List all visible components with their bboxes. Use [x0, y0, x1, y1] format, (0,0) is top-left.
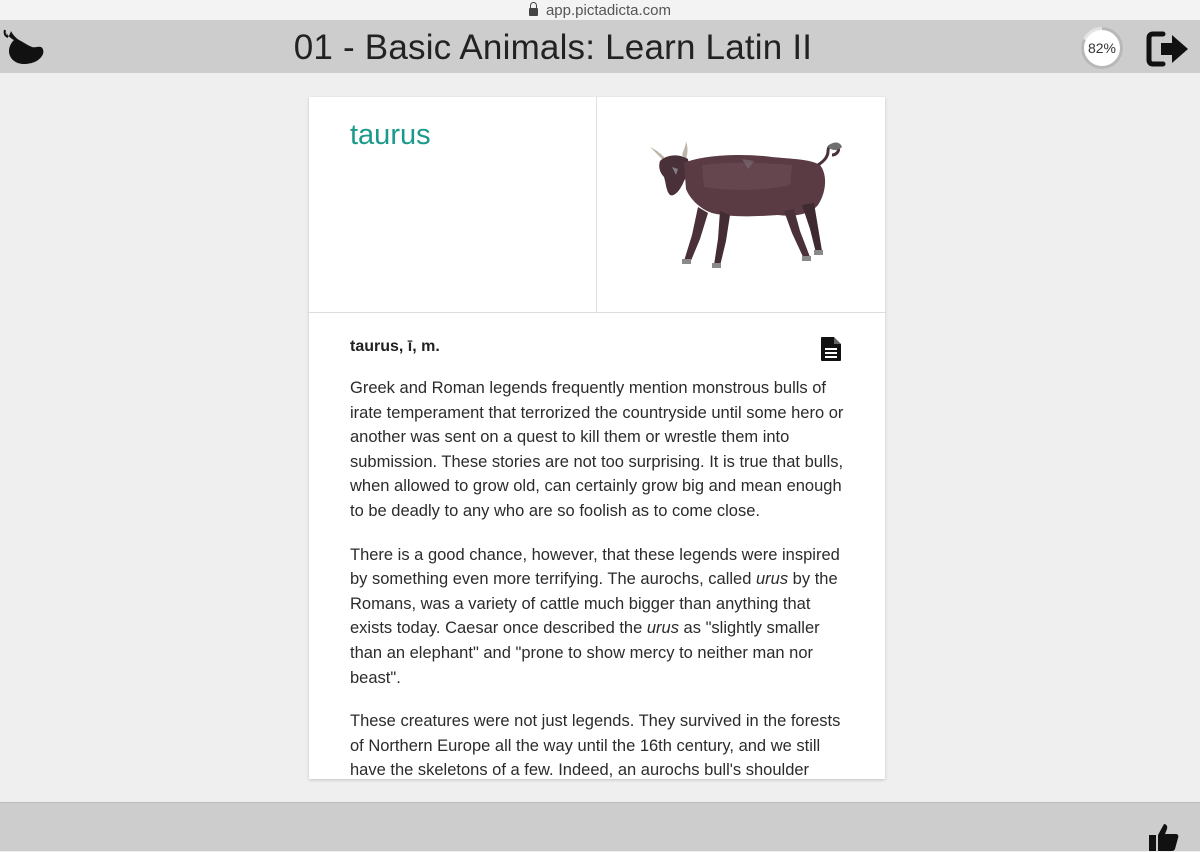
sign-out-icon[interactable] — [1145, 29, 1191, 69]
text-segment: by the Romans, was a variety of cattle much bigger than anything that exists today. Caesar once described the — [350, 570, 838, 638]
bull-image — [642, 135, 842, 271]
text-segment: as "slightly smaller than an elephant" and "prone to show mercy to neither man nor beast". — [350, 619, 820, 687]
description-paragraph — [350, 376, 850, 524]
document-icon[interactable] — [820, 336, 842, 362]
progress-label: 82% — [1087, 40, 1117, 56]
card-top — [309, 97, 885, 313]
url-text: app.pictadicta.com — [545, 1, 672, 19]
headword: taurus, ī, m. — [350, 338, 440, 355]
text-segment: Greek and Roman legends frequently mention monstrous bulls of irate temperament that terrorized the countryside until some hero or another was sent on a quest to kill them or wrestle them into submission. These stories are not too surprising. It is true that bulls, when allowed to grow old, can certainly grow big and mean enough to be deadly to any who are so foolish as to come close. — [350, 379, 844, 520]
progress-ring — [1081, 27, 1123, 69]
thumbs-up-icon[interactable] — [1148, 822, 1180, 852]
italic-term: urus — [646, 619, 679, 638]
description-paragraph — [350, 709, 850, 779]
browser-url-bar[interactable] — [0, 0, 1200, 20]
lock-icon — [529, 8, 538, 16]
description-text — [350, 376, 850, 779]
text-segment: These creatures were not just legends. They survived in the forests of Northern Europe all the way until the 16th century, and we still have the skeletons of a few. Indeed, an aurochs bull's shoulder — [350, 712, 841, 779]
italic-term: urus — [755, 570, 789, 589]
footer-bar — [0, 802, 1200, 851]
app-header — [0, 20, 1200, 73]
text-segment: There is a good chance, however, that these legends were inspired by something even more terrifying. The aurochs, called — [350, 545, 840, 589]
word-panel — [309, 97, 597, 312]
latin-word: taurus — [350, 119, 431, 151]
page-title: 01 - Basic Animals: Learn Latin II — [293, 28, 813, 67]
image-panel — [597, 97, 885, 312]
description-paragraph — [350, 543, 850, 691]
flashcard — [309, 97, 885, 779]
